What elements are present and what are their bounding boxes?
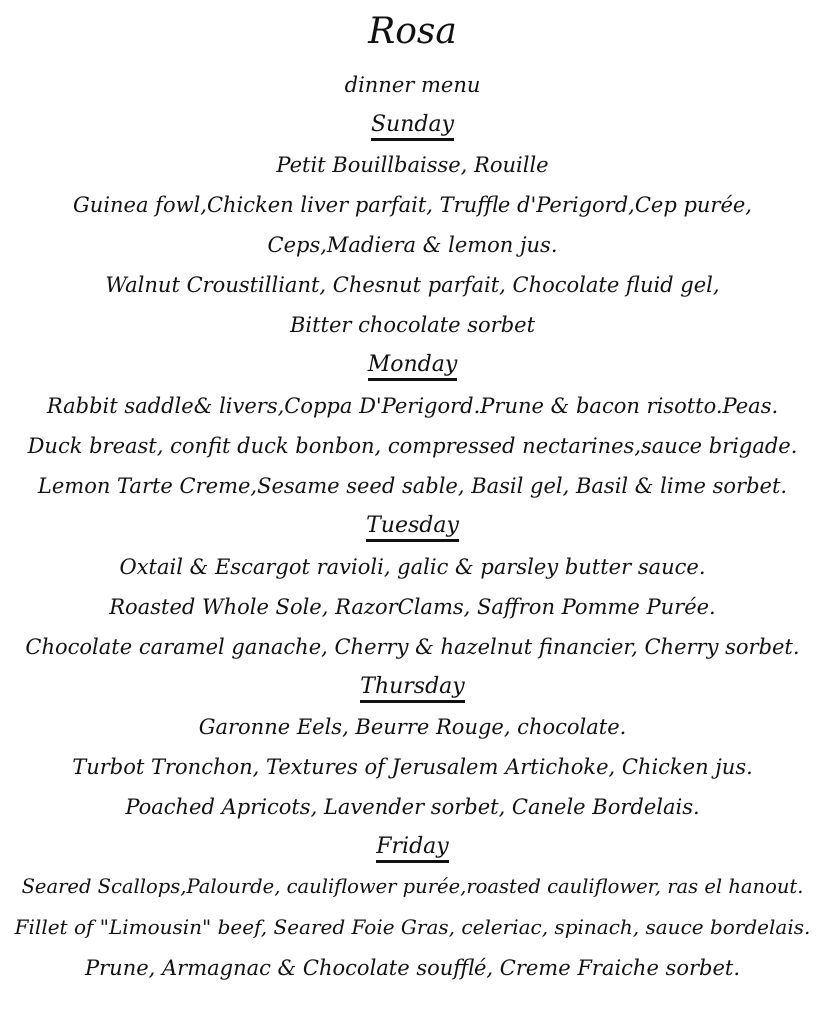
day-heading-sunday: Sunday (0, 110, 825, 140)
menu-line: Rabbit saddle& livers,Coppa D'Perigord.Prune & bacon risotto.Peas. (46, 394, 779, 418)
restaurant-title: Rosa (368, 11, 457, 52)
menu-line: Walnut Croustilliant, Chesnut parfait, Chocolate fluid gel, (105, 273, 720, 297)
menu-line: Duck breast, confit duck bonbon, compressed nectarines,sauce brigade. (27, 434, 798, 458)
day-heading-monday: Monday (0, 350, 825, 380)
menu-line: Turbot Tronchon, Textures of Jerusalem Artichoke, Chicken jus. (72, 755, 753, 779)
day-heading-thursday: Thursday (0, 672, 825, 702)
menu-line: Seared Scallops,Palourde, cauliflower purée,roasted cauliflower, ras el hanout. (21, 875, 804, 898)
menu-line: Roasted Whole Sole, RazorClams, Saffron Pomme Purée. (109, 595, 716, 619)
menu-line: Fillet of "Limousin" beef, Seared Foie Gras, celeriac, spinach, sauce bordelais. (14, 915, 811, 939)
menu-line: Guinea fowl,Chicken liver parfait, Truffle d'Perigord,Cep purée, (73, 193, 752, 217)
menu-line: Petit Bouillbaisse, Rouille (276, 153, 549, 177)
menu-line: Lemon Tarte Creme,Sesame seed sable, Basil gel, Basil & lime sorbet. (37, 474, 788, 498)
day-heading-tuesday: Tuesday (0, 511, 825, 541)
menu-line: Bitter chocolate sorbet (289, 313, 536, 337)
menu-subtitle: dinner menu (344, 73, 481, 97)
menu-line: Chocolate caramel ganache, Cherry & hazelnut financier, Cherry sorbet. (25, 635, 800, 659)
menu-line: Oxtail & Escargot ravioli, galic & parsley butter sauce. (119, 555, 706, 579)
menu-line: Ceps,Madiera & lemon jus. (267, 233, 558, 257)
day-heading-friday: Friday (0, 832, 825, 862)
menu-line: Garonne Eels, Beurre Rouge, chocolate. (198, 715, 627, 739)
menu-line: Poached Apricots, Lavender sorbet, Canele Bordelais. (125, 795, 700, 819)
menu-line: Prune, Armagnac & Chocolate soufflé, Creme Fraiche sorbet. (85, 956, 740, 980)
